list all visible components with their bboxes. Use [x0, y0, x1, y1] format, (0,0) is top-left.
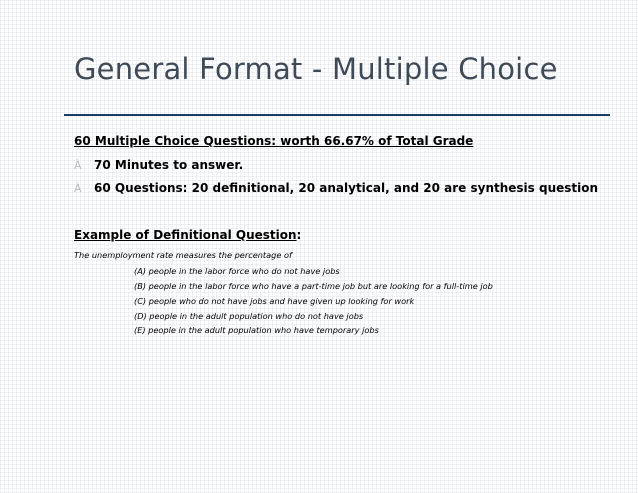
answer-option-b: (B) people in the labor force who have a part-time job but are looking for a full-time job [134, 281, 493, 291]
answer-option-c: (C) people who do not have jobs and have given up looking for work [134, 296, 415, 306]
example-label: Example of Definitional Question [74, 228, 297, 242]
bullet-marker-icon: À [74, 182, 82, 195]
title-divider [64, 114, 610, 116]
example-colon: : [296, 228, 302, 242]
bullet-item [74, 158, 243, 172]
answer-option-d: (D) people in the adult population who do not have jobs [134, 311, 364, 321]
bullet-item [74, 181, 598, 195]
bullet-text: 70 Minutes to answer. [94, 158, 244, 172]
question-stem: The unemployment rate measures the percentage of [74, 250, 292, 260]
slide-title: General Format - Multiple Choice [74, 52, 558, 86]
answer-option-e: (E) people in the adult population who have temporary jobs [134, 325, 379, 335]
bullet-text: 60 Questions: 20 definitional, 20 analytical, and 20 are synthesis question [94, 181, 599, 195]
answer-option-a: (A) people in the labor force who do not have jobs [134, 266, 340, 276]
example-heading [74, 228, 301, 242]
bullet-marker-icon: À [74, 159, 82, 172]
section-heading: 60 Multiple Choice Questions: worth 66.67% of Total Grade [74, 134, 474, 148]
